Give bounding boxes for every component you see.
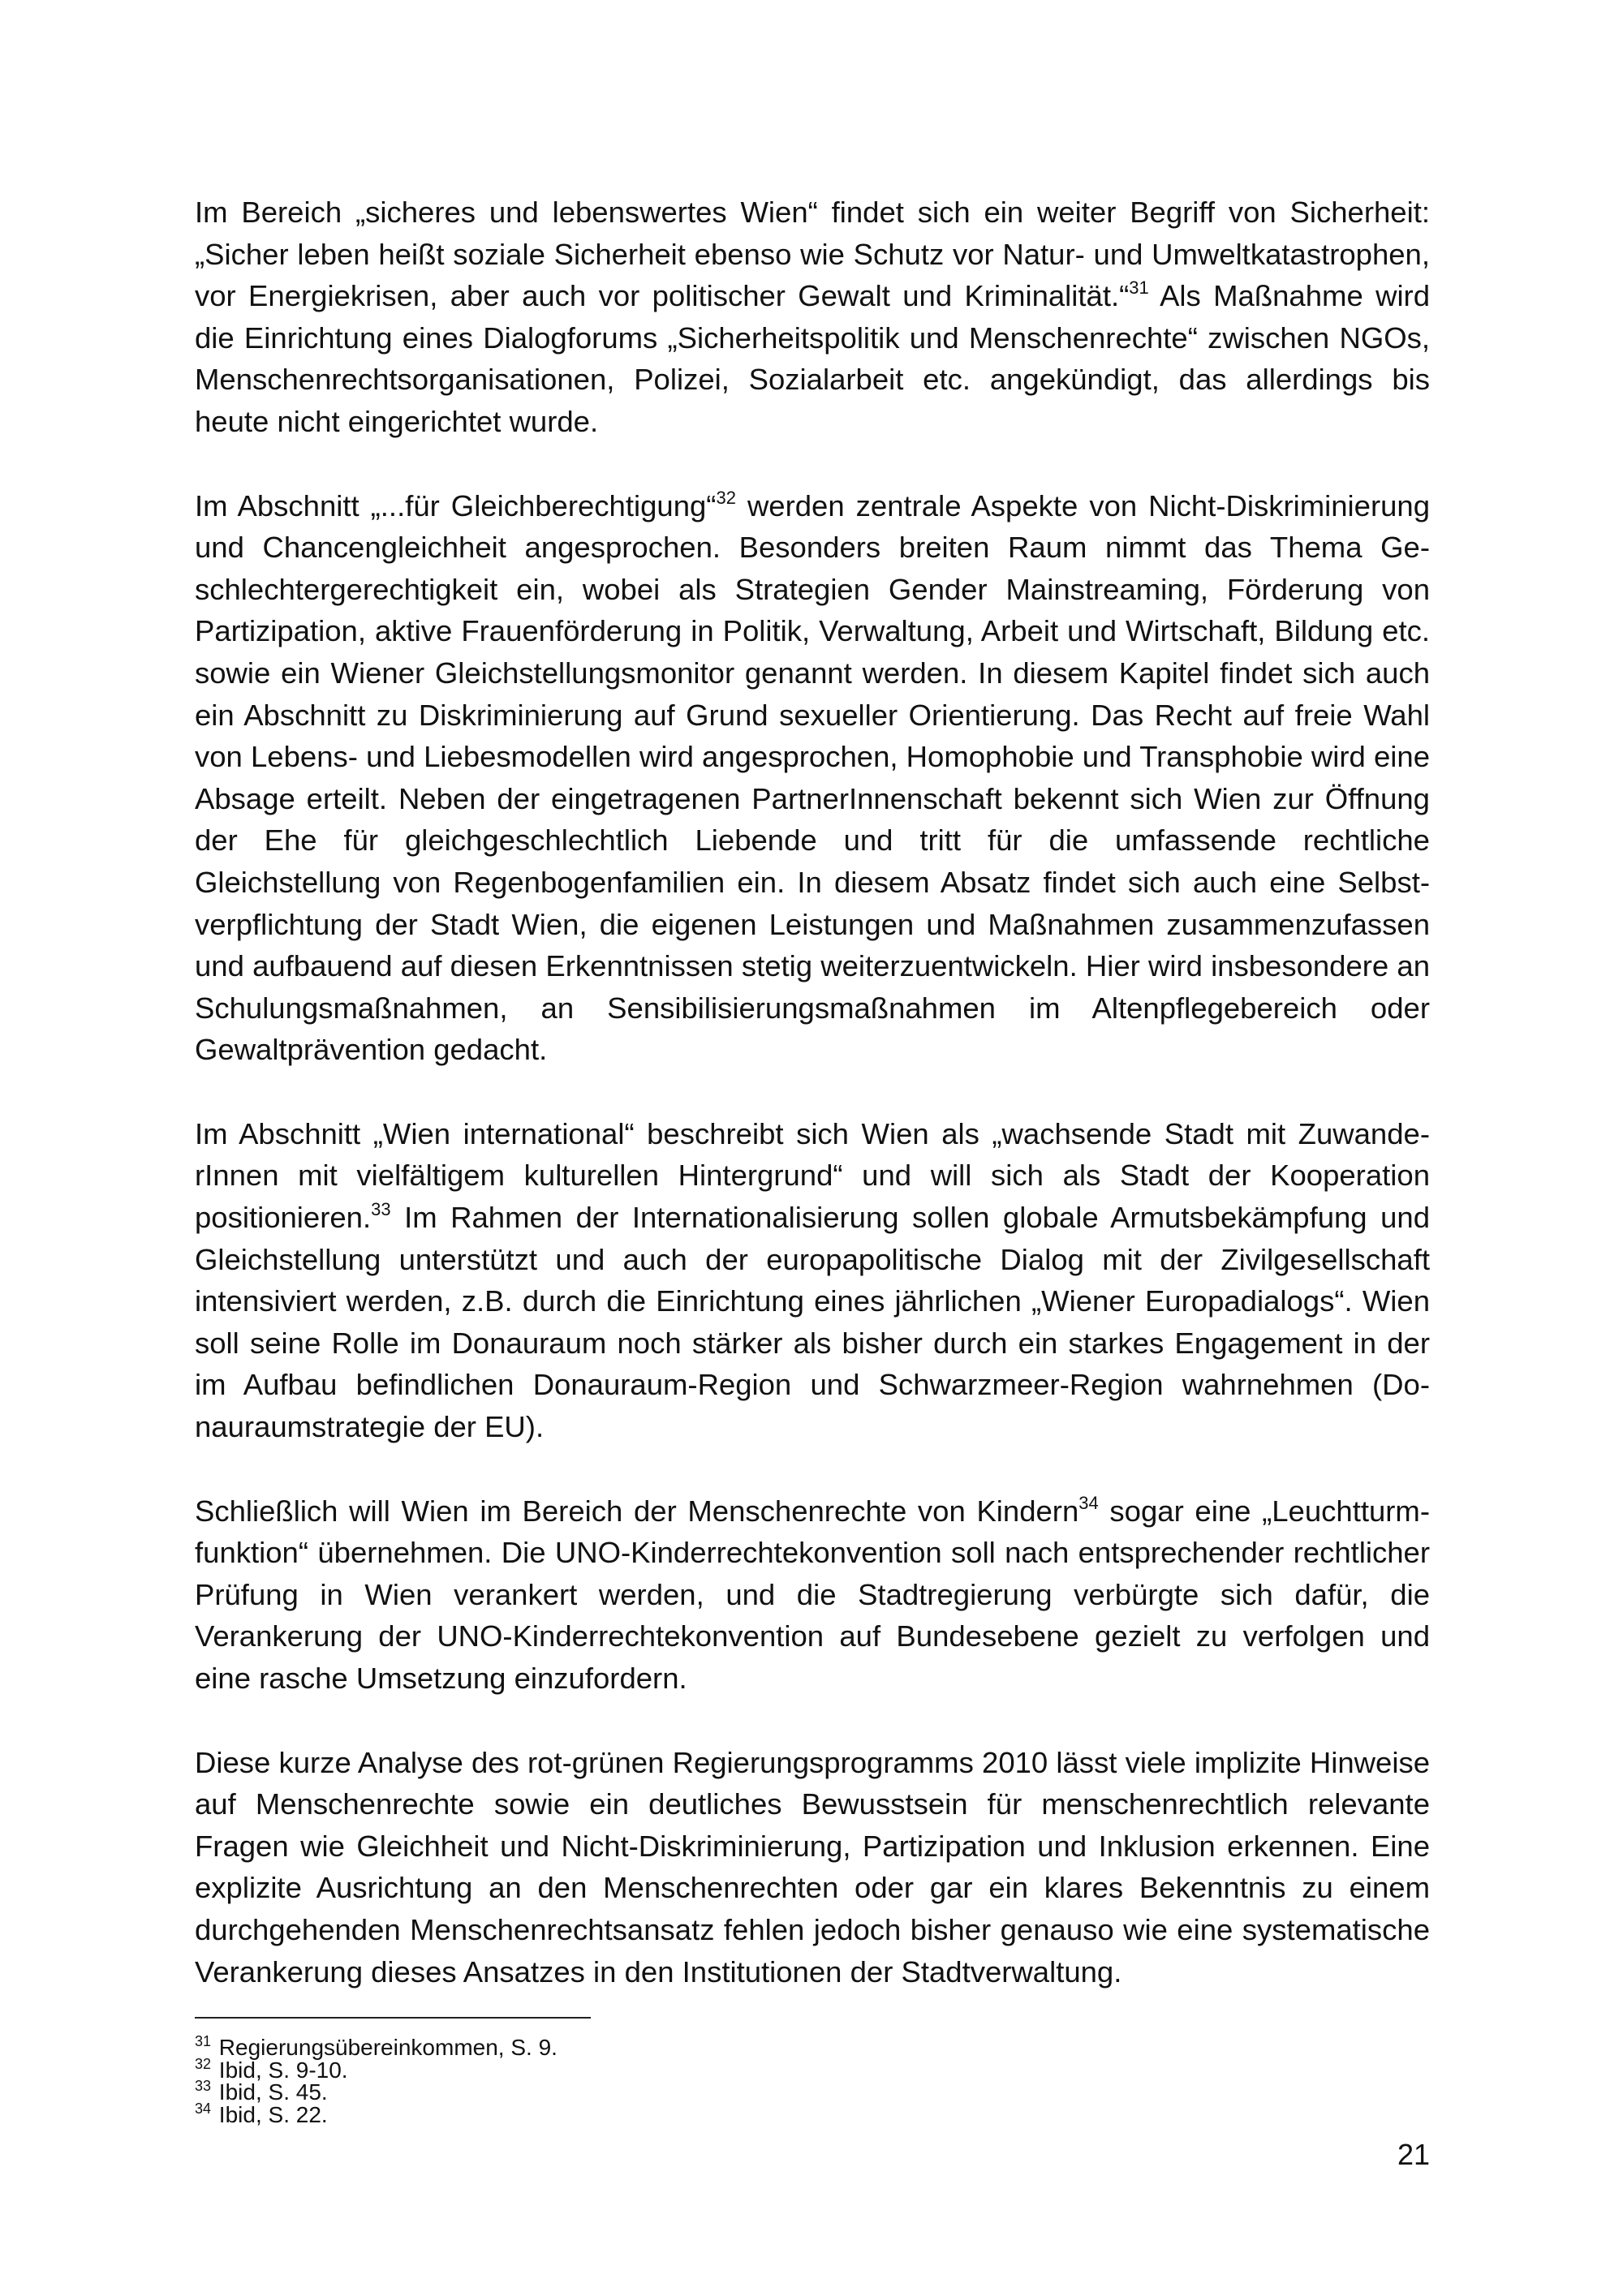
paragraph-text: Als Maßnahme wird die Einrichtung eines Dialogforums „Sicherheitspolitik und Menschenrechte“ zwischen NGOs, Menschenrechtsorganisationen, Polizei, Sozialarbeit etc. angekündigt, das allerdings bis heute nicht eingerichtet wurde. [195,279,1431,438]
footnote-ref-31[interactable]: 31 [1129,277,1149,299]
footnotes [195,2033,1006,2127]
paragraph-text: Im Abschnitt „Wien international“ beschreibt sich Wien als „wachsende Stadt mit ZuwanderInnen mit vielfältigem kulturellen Hintergrund“ und will sich als Stadt der Kooperation positionieren. [195,1116,1430,1235]
footnote-number: 32 [195,2055,212,2072]
paragraph-conclusion [195,1742,1430,1993]
footnote-text: Ibid, S. 22. [213,2101,328,2127]
footnote-text: Regierungsübereinkommen, S. 9. [213,2035,558,2060]
paragraph-text: Im Rahmen der Internationalisierung sollen globale Armutsbekämpfung und Gleichstellung unterstützt und auch der europapolitische Dialog mit der Zivilgesellschaft intensiviert werden, z.B. durch die Einrichtung eines jährlichen „Wiener Europadialogs“. Wien soll seine Rolle im Donauraum noch stärker als bisher durch ein starkes Engagement in der im Aufbau befindlichen Donauraum-Region und Schwarzmeer-Region wahrnehmen (Donauraumstrategie der EU). [195,1201,1430,1444]
paragraph-text: Im Abschnitt „...für Gleichberechtigung“ [195,488,717,522]
paragraph-security [195,191,1430,443]
footnote-34 [195,2100,1006,2127]
paragraph-text: werden zentrale Aspekte von Nicht-Diskriminierung und Chancengleichheit angesprochen. Besonders breiten Raum nimmt das Thema Geschlechtergerechtigkeit ein, wobei als Strategien Gender Mainstreaming, Förderung von Partizipation, aktive Frauenförderung in Politik, Verwaltung, Arbeit und Wirtschaft, Bildung etc. sowie ein Wiener Gleichstellungsmonitor genannt werden. In diesem Kapitel findet sich auch ein Abschnitt zu Diskriminierung auf Grund sexueller Orientierung. Das Recht auf freie Wahl von Lebens- und Liebesmodellen wird angesprochen, Homophobie und Transphobie wird eine Absage erteilt. Neben der eingetragenen PartnerInnenschaft bekennt sich Wien zur Öffnung der Ehe für gleichgeschlechtlich Liebende und tritt für die umfassende rechtliche Gleichstellung von Regenbogenfamilien ein. In diesem Absatz findet sich auch eine Selbstverpflichtung der Stadt Wien, die eigenen Leistungen und Maßnahmen zusammenzufassen und aufbauend auf diesen Erkenntnissen stetig weiterzuentwickeln. Hier wird insbesondere an Schulungsmaßnahmen, an Sensibilisierungsmaßnahmen im Altenpflegebereich oder Gewaltprävention gedacht. [195,488,1430,1067]
footnote-number: 33 [195,2078,212,2094]
footnote-32 [195,2055,1006,2083]
footnote-text: Ibid, S. 9-10. [213,2057,348,2083]
footnote-ref-33[interactable]: 33 [371,1199,391,1220]
paragraph-text: Diese kurze Analyse des rot-grünen Regierungsprogramms 2010 lässt viele implizite Hinweise auf Menschenrechte sowie ein deutliches Bewusstsein für menschenrechtlich relevante Fragen wie Gleichheit und Nicht-Diskriminierung, Partizipation und Inklusion erkennen. Eine explizite Ausrichtung an den Menschenrechten oder gar ein klares Bekenntnis zu einem durchgehenden Menschenrechtsansatz fehlen jedoch bisher genauso wie eine systematische Verankerung dieses Ansatzes in den Institutionen der Stadtverwaltung. [195,1745,1430,1989]
footnote-text: Ibid, S. 45. [213,2079,328,2105]
footnote-ref-32[interactable]: 32 [716,487,736,508]
footnote-31 [195,2033,1006,2060]
paragraph-international [195,1113,1430,1448]
footnote-33 [195,2078,1006,2105]
paragraph-equality [195,485,1430,1071]
page-number: 21 [1397,2138,1430,2171]
footnote-separator [195,2017,591,2019]
page-body [195,191,1430,2035]
paragraph-children-rights [195,1490,1430,1700]
paragraph-text: Im Bereich „sicheres und lebenswertes Wien“ findet sich ein weiter Begriff von Sicherheit: „Sicher leben heißt soziale Sicherheit ebenso wie Schutz vor Natur- und Umweltkatastrophen, vor Energiekrisen, aber auch vor politischer Gewalt und Kriminalität.“ [195,196,1430,313]
paragraph-text: Schließlich will Wien im Bereich der Menschenrechte von Kindern [195,1494,1079,1528]
paragraph-text: sogar eine „Leuchtturmfunktion“ übernehmen. Die UNO-Kinderrechtekonvention soll nach entsprechender rechtlicher Prüfung in Wien verankert werden, und die Stadtregierung verbürgte sich dafür, die Verankerung der UNO-Kinderrechtekonvention auf Bundesebene gezielt zu verfolgen und eine rasche Umsetzung einzufordern. [195,1494,1430,1695]
footnote-number: 34 [195,2100,212,2117]
footnote-number: 31 [195,2033,212,2049]
footnote-ref-34[interactable]: 34 [1078,1492,1099,1513]
